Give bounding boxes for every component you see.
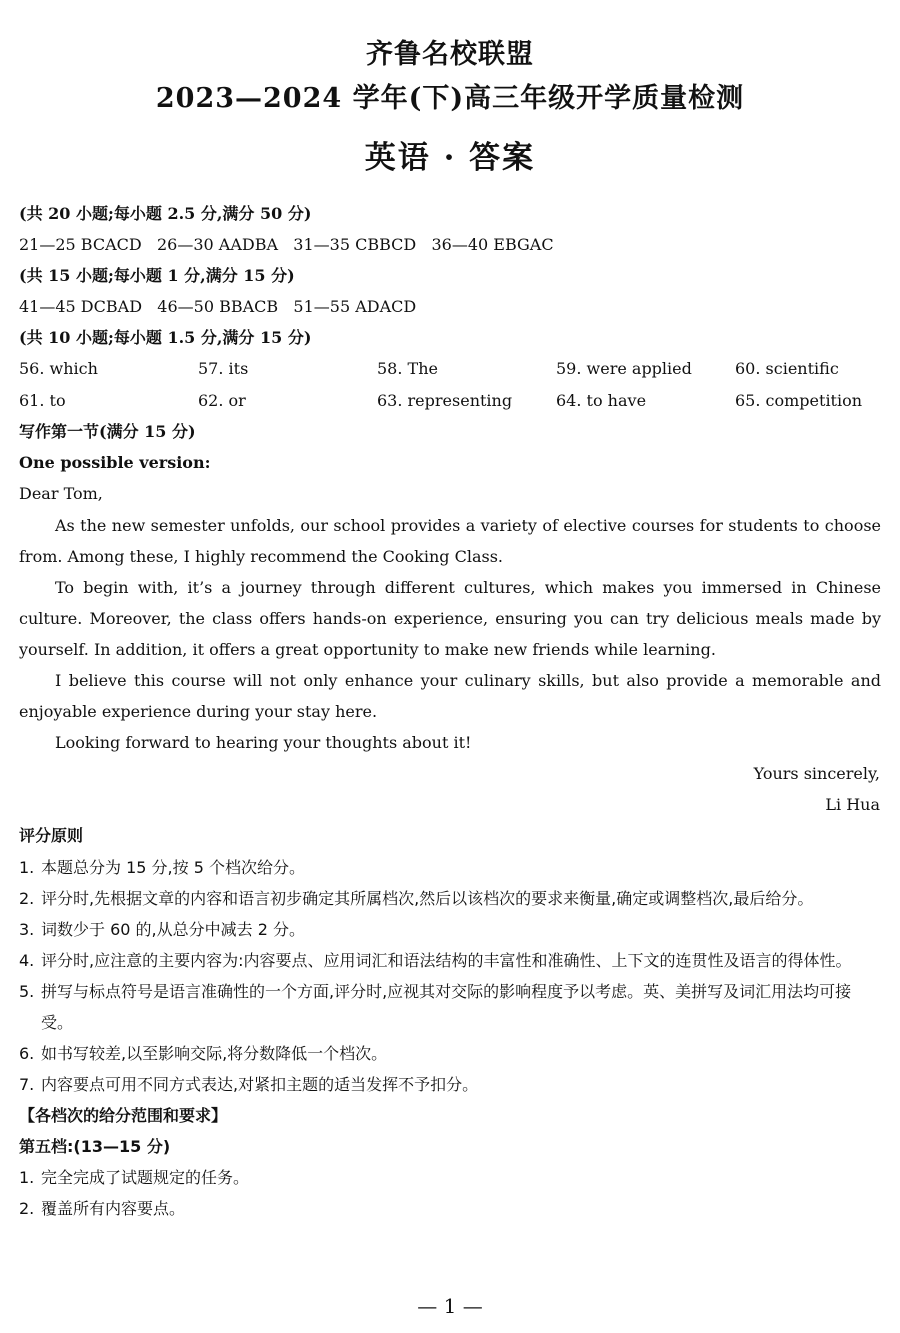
rule-text: 评分时,应注意的主要内容为:内容要点、应用词汇和语法结构的丰富性和准确性、上下文的连贯性及语言的得体性。 — [41, 951, 852, 970]
level5-text: 覆盖所有内容要点。 — [41, 1199, 186, 1218]
rule-text: 评分时,先根据文章的内容和语言初步确定其所属档次,然后以该档次的要求来衡量,确定或调整档次,最后给分。 — [41, 889, 814, 908]
grammar-answer: 64. to have — [556, 391, 647, 410]
grammar-answer: 59. were applied — [556, 359, 692, 378]
header-exam-title: 2023—2024 学年(下)高三年级开学质量检测 — [155, 83, 745, 114]
rule-item — [19, 976, 881, 1038]
letter-intro: One possible version: — [19, 453, 211, 472]
rule-text: 如书写较差,以至影响交际,将分数降低一个档次。 — [41, 1044, 388, 1063]
rule-item — [19, 1038, 881, 1069]
rule-number: 6. — [19, 1044, 35, 1063]
level5-number: 1. — [19, 1168, 35, 1187]
rule-number: 7. — [19, 1075, 35, 1094]
rule-text: 内容要点可用不同方式表达,对紧扣主题的适当发挥不予扣分。 — [41, 1075, 479, 1094]
rule-number: 1. — [19, 858, 35, 877]
section1-answers: 21—25 BCACD 26—30 AADBA 31—35 CBBCD 36—40 EBGAC — [19, 235, 554, 254]
letter-paragraph-1: As the new semester unfolds, our school provides a variety of elective courses for students to choose from. Among these, I highly recommend the Cooking Class. — [19, 516, 881, 566]
level5-text: 完全完成了试题规定的任务。 — [41, 1168, 250, 1187]
grammar-answer: 58. The — [377, 359, 438, 378]
section1-title: (共 20 小题;每小题 2.5 分,满分 50 分) — [19, 204, 312, 223]
grammar-answer: 65. competition — [735, 391, 863, 410]
rule-number: 5. — [19, 982, 35, 1001]
rules-title: 评分原则 — [19, 826, 84, 845]
level5-title: 第五档:(13—15 分) — [19, 1137, 171, 1156]
grammar-answer: 62. or — [198, 391, 246, 410]
letter-paragraph-2: To begin with, it’s a journey through different cultures, which makes you immersed in Chinese culture. Moreover, the class offers hands-on experience, ensuring you can try delicious meals made by yourself. In addition, it offers a great opportunity to make new friends while learning. — [19, 578, 881, 659]
rule-text: 拼写与标点符号是语言准确性的一个方面,评分时,应视其对交际的影响程度予以考虑。英、美拼写及词汇用法均可接受。 — [41, 982, 852, 1032]
grammar-answer: 63. representing — [377, 391, 513, 410]
letter-closing: Yours sincerely, — [753, 764, 880, 783]
rule-text: 本题总分为 15 分,按 5 个档次给分。 — [41, 858, 305, 877]
rule-item — [19, 852, 881, 883]
rule-text: 词数少于 60 的,从总分中减去 2 分。 — [41, 920, 305, 939]
level5-number: 2. — [19, 1199, 35, 1218]
rule-item — [19, 914, 881, 945]
header-alliance: 齐鲁名校联盟 — [366, 39, 534, 70]
page-number: — 1 — — [417, 1294, 483, 1318]
section3-title: (共 10 小题;每小题 1.5 分,满分 15 分) — [19, 328, 312, 347]
writing-section-title: 写作第一节(满分 15 分) — [19, 422, 196, 441]
letter-paragraph-3: I believe this course will not only enhance your culinary skills, but also provide a memorable and enjoyable experience during your stay here. — [19, 671, 881, 721]
rule-number: 3. — [19, 920, 35, 939]
level5-item — [19, 1193, 881, 1224]
section2-answers: 41—45 DCBAD 46—50 BBACB 51—55 ADACD — [19, 297, 417, 316]
rule-item — [19, 945, 881, 976]
grammar-answer: 61. to — [19, 391, 66, 410]
letter-signature: Li Hua — [825, 795, 880, 814]
rules-list — [19, 852, 881, 1224]
section2-title: (共 15 小题;每小题 1 分,满分 15 分) — [19, 266, 295, 285]
letter-greeting: Dear Tom, — [19, 484, 103, 503]
rule-number: 2. — [19, 889, 35, 908]
grammar-answer: 60. scientific — [735, 359, 839, 378]
rule-item — [19, 1069, 881, 1100]
rule-number: 4. — [19, 951, 35, 970]
rule-item — [19, 883, 881, 914]
header-subject: 英语 · 答案 — [364, 140, 536, 176]
letter-paragraph-4: Looking forward to hearing your thoughts about it! — [55, 733, 472, 752]
levels-title: 【各档次的给分范围和要求】 — [19, 1106, 228, 1125]
level5-item — [19, 1162, 881, 1193]
grammar-answer: 56. which — [19, 359, 98, 378]
grammar-answer: 57. its — [198, 359, 249, 378]
